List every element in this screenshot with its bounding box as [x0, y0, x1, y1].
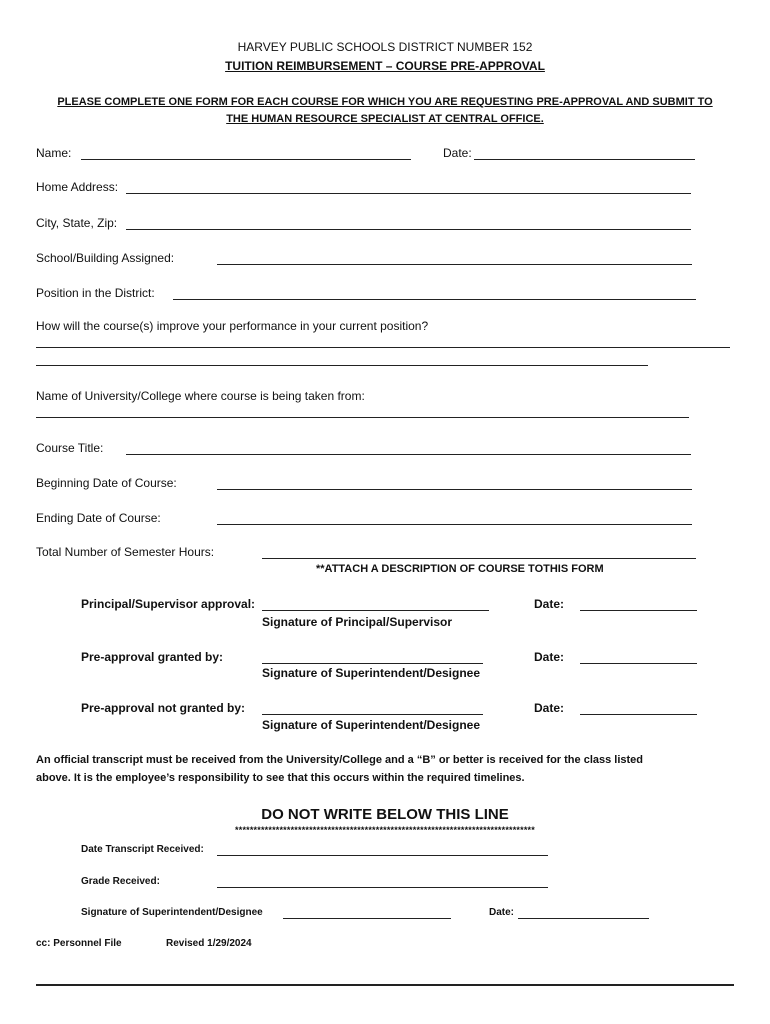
instructions-line-1: PLEASE COMPLETE ONE FORM FOR EACH COURSE FOR WHICH YOU ARE REQUESTING PRE-APPROVAL AND SUBMIT TO: [57, 96, 713, 108]
instructions-line-2: THE HUMAN RESOURCE SPECIALIST AT CENTRAL OFFICE.: [226, 113, 544, 125]
bottom-rule: [36, 984, 734, 986]
name-field[interactable]: [81, 159, 411, 160]
beginning-date-label: Beginning Date of Course:: [36, 476, 177, 490]
transcript-notice-line-1: An official transcript must be received from the University/College and a “B” or better is received for the class listed: [36, 754, 644, 766]
district-name: HARVEY PUBLIC SCHOOLS DISTRICT NUMBER 152: [237, 40, 533, 54]
office-date-field[interactable]: [518, 918, 649, 919]
school-building-field[interactable]: [217, 264, 692, 265]
university-label: Name of University/College where course is being taken from:: [36, 389, 365, 403]
position-label: Position in the District:: [36, 286, 155, 300]
city-state-zip-field[interactable]: [126, 229, 691, 230]
transcript-received-label: Date Transcript Received:: [81, 844, 204, 855]
not-granted-signature-caption: Signature of Superintendent/Designee: [262, 718, 481, 732]
not-granted-date-label: Date:: [534, 701, 565, 715]
semester-hours-field[interactable]: [262, 558, 696, 559]
office-use-heading: DO NOT WRITE BELOW THIS LINE: [261, 806, 509, 823]
principal-signature-field[interactable]: [262, 610, 489, 611]
revised-date: Revised 1/29/2024: [166, 938, 252, 949]
form-title: TUITION REIMBURSEMENT – COURSE PRE-APPROVAL: [225, 59, 545, 73]
not-granted-label: Pre-approval not granted by:: [81, 701, 246, 715]
principal-approval-label: Principal/Supervisor approval:: [81, 597, 256, 611]
not-granted-date-field[interactable]: [580, 714, 697, 715]
not-granted-signature-field[interactable]: [262, 714, 483, 715]
divider-stars: *********************************************************************************: [235, 825, 535, 835]
course-title-label: Course Title:: [36, 441, 104, 455]
home-address-label: Home Address:: [36, 180, 119, 194]
office-signature-field[interactable]: [283, 918, 451, 919]
improve-answer-line-2[interactable]: [36, 365, 648, 366]
granted-signature-field[interactable]: [262, 663, 483, 664]
date-field[interactable]: [474, 159, 695, 160]
transcript-notice-line-2: above. It is the employee’s responsibility to see that this occurs within the required timelines.: [36, 772, 525, 784]
principal-date-label: Date:: [534, 597, 565, 611]
granted-date-field[interactable]: [580, 663, 697, 664]
home-address-field[interactable]: [126, 193, 691, 194]
ending-date-field[interactable]: [217, 524, 692, 525]
office-date-label: Date:: [489, 907, 515, 918]
attach-note: **ATTACH A DESCRIPTION OF COURSE TOTHIS FORM: [316, 563, 604, 575]
name-label: Name:: [36, 146, 72, 160]
granted-label: Pre-approval granted by:: [81, 650, 224, 664]
improve-question-label: How will the course(s) improve your performance in your current position?: [36, 319, 429, 333]
position-field[interactable]: [173, 299, 696, 300]
granted-date-label: Date:: [534, 650, 565, 664]
improve-answer-line-1[interactable]: [36, 347, 730, 348]
course-title-field[interactable]: [126, 454, 691, 455]
city-state-zip-label: City, State, Zip:: [36, 216, 118, 230]
principal-signature-caption: Signature of Principal/Supervisor: [262, 615, 453, 629]
university-field[interactable]: [36, 417, 689, 418]
transcript-received-field[interactable]: [217, 855, 548, 856]
cc-personnel-file: cc: Personnel File: [36, 938, 122, 949]
office-signature-label: Signature of Superintendent/Designee: [81, 907, 263, 918]
grade-received-field[interactable]: [217, 887, 548, 888]
grade-received-label: Grade Received:: [81, 876, 160, 887]
ending-date-label: Ending Date of Course:: [36, 511, 161, 525]
granted-signature-caption: Signature of Superintendent/Designee: [262, 666, 481, 680]
principal-date-field[interactable]: [580, 610, 697, 611]
semester-hours-label: Total Number of Semester Hours:: [36, 545, 215, 559]
beginning-date-field[interactable]: [217, 489, 692, 490]
date-label: Date:: [443, 146, 472, 160]
school-building-label: School/Building Assigned:: [36, 251, 175, 265]
